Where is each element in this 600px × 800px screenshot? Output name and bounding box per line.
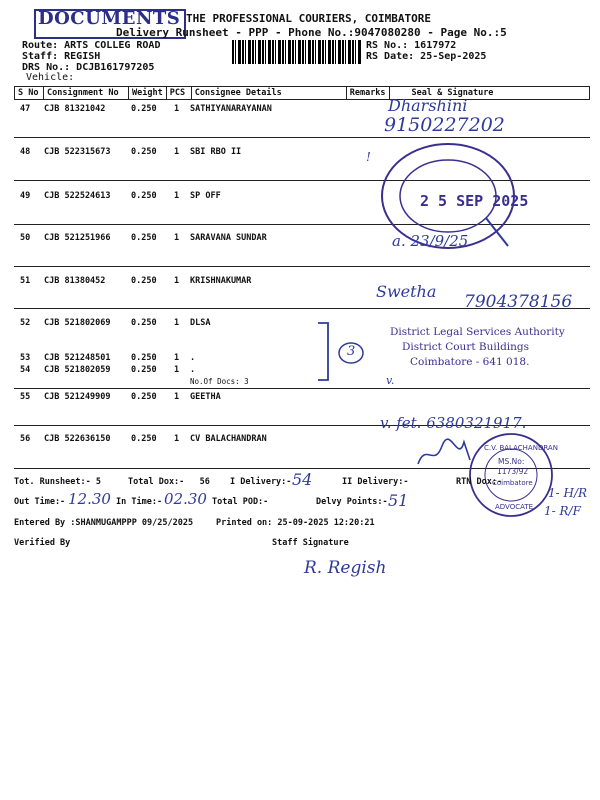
row-weight: 0.250 xyxy=(131,365,157,375)
ii-delivery-label: II Delivery:- xyxy=(342,477,409,487)
row-consignee: KRISHNAKUMAR xyxy=(190,276,252,286)
col-consignee: Consignee Details xyxy=(191,87,346,100)
row-weight: 0.250 xyxy=(131,434,157,444)
row-pcs: 1 xyxy=(174,147,180,157)
rtn-note: 1- R/F xyxy=(544,504,581,518)
row-pcs: 1 xyxy=(174,104,180,114)
row-pcs: 1 xyxy=(174,434,180,444)
handwritten-phone: 9150227202 xyxy=(384,114,505,136)
col-pcs: PCS xyxy=(166,87,191,100)
row-weight: 0.250 xyxy=(131,353,157,363)
row-sno: 52 xyxy=(20,318,31,328)
delvy-points-label: Delvy Points:- xyxy=(316,497,388,507)
row-sno: 54 xyxy=(20,365,31,375)
handwritten-phone: 7904378156 xyxy=(464,292,573,312)
row-consignment: CJB 522636150 xyxy=(44,434,111,444)
row-divider xyxy=(14,388,590,389)
row-consignee: SATHIYANARAYANAN xyxy=(190,104,272,114)
row-pcs: 1 xyxy=(174,191,180,201)
handwritten-mark: v. xyxy=(386,374,395,387)
row-consignment: CJB 522315673 xyxy=(44,147,111,157)
row-sno: 53 xyxy=(20,353,31,363)
handwritten-phone: v. fet. 6380321917. xyxy=(380,414,527,432)
in-time-value: 02.30 xyxy=(164,490,207,508)
advocate-stamp-line: Coimbatore xyxy=(492,479,533,487)
row-pcs: 1 xyxy=(174,392,180,402)
advocate-stamp-line: ADVOCATE xyxy=(495,503,534,511)
row-sno: 49 xyxy=(20,191,31,201)
col-seal-signature: Seal & Signature xyxy=(389,87,589,100)
delvy-points-value: 51 xyxy=(388,491,409,510)
col-weight: Weight xyxy=(129,87,167,100)
dlsa-stamp-line: Coimbatore - 641 018. xyxy=(410,356,530,368)
bracket-count: 3 xyxy=(347,344,356,359)
row-consignment: CJB 81380452 xyxy=(44,276,106,286)
col-sno: S No xyxy=(15,87,44,100)
row-pcs: 1 xyxy=(174,353,180,363)
row-consignee: DLSA xyxy=(190,318,211,328)
entered-by: Entered By :SHANMUGAMPPP 09/25/2025 xyxy=(14,518,194,528)
barcode xyxy=(232,40,362,64)
row-pcs: 1 xyxy=(174,318,180,328)
rtn-note: 1- H/R xyxy=(548,486,588,500)
total-dox: Total Dox:- 56 xyxy=(128,477,210,487)
staff: Staff: REGISH xyxy=(22,51,101,62)
advocate-stamp-line: C.V. BALACHANDRAN xyxy=(484,444,558,452)
row-weight: 0.250 xyxy=(131,104,157,114)
row-weight: 0.250 xyxy=(131,318,157,328)
i-delivery-value: 54 xyxy=(292,470,313,489)
company-name: THE PROFESSIONAL COURIERS, COIMBATORE xyxy=(186,12,432,25)
staff-signature-label: Staff Signature xyxy=(272,538,349,548)
rs-date: RS Date: 25-Sep-2025 xyxy=(366,51,487,62)
col-consignment: Consignment No xyxy=(44,87,129,100)
row-sno: 55 xyxy=(20,392,31,402)
row-weight: 0.250 xyxy=(131,191,157,201)
seal-date: 2 5 SEP 2025 xyxy=(420,192,529,210)
handwritten-signature: a. 23/9/25 xyxy=(392,232,469,250)
advocate-stamp-line: 1173/92 xyxy=(497,467,529,476)
dlsa-stamp-line: District Court Buildings xyxy=(402,341,530,353)
advocate-stamp-line: MS.No: xyxy=(498,457,525,466)
printed-on: Printed on: 25-09-2025 12:20:21 xyxy=(216,518,375,528)
rs-number: RS No.: 1617972 xyxy=(366,40,457,51)
row-weight: 0.250 xyxy=(131,147,157,157)
handwritten-name: Dharshini xyxy=(388,96,468,115)
row-consignee: CV BALACHANDRAN xyxy=(190,434,267,444)
staff-signature: R. Regish xyxy=(304,558,387,578)
row-sno: 47 xyxy=(20,104,31,114)
rtn-dox-label: RTN Dox:- xyxy=(456,477,503,487)
out-time-label: Out Time:- xyxy=(14,497,66,507)
row-consignment: CJB 522524613 xyxy=(44,191,111,201)
documents-stamp: DOCUMENTS xyxy=(38,8,181,29)
route: Route: ARTS COLLEG ROAD xyxy=(22,40,161,51)
row-consignment: CJB 521802069 xyxy=(44,318,111,328)
tot-runsheet: Tot. Runsheet:- 5 xyxy=(14,477,101,487)
row-sno: 50 xyxy=(20,233,31,243)
row-weight: 0.250 xyxy=(131,276,157,286)
dlsa-stamp-line: District Legal Services Authority xyxy=(390,326,565,338)
i-delivery-label: I Delivery:- xyxy=(230,477,292,487)
col-remarks: Remarks xyxy=(346,87,389,100)
row-consignment: CJB 521249909 xyxy=(44,392,111,402)
handwritten-name: Swetha xyxy=(376,282,437,301)
row-consignment: CJB 521802059 xyxy=(44,365,111,375)
row-weight: 0.250 xyxy=(131,392,157,402)
row-sno: 48 xyxy=(20,147,31,157)
out-time-value: 12.30 xyxy=(68,490,111,508)
total-pod-label: Total POD:- xyxy=(212,497,269,507)
row-consignee: GEETHA xyxy=(190,392,221,402)
row-consignment: CJB 521248501 xyxy=(44,353,111,363)
runsheet-table xyxy=(14,86,590,100)
row-pcs: 1 xyxy=(174,233,180,243)
remark-mark: ! xyxy=(366,150,371,164)
row-consignee: . xyxy=(190,365,196,375)
runsheet-subtitle: Delivery Runsheet - PPP - Phone No.:9047080280 - Page No.:5 xyxy=(116,26,507,39)
no-of-docs: No.Of Docs: 3 xyxy=(190,377,249,386)
vehicle: Vehicle: xyxy=(26,72,75,83)
row-consignment: CJB 81321042 xyxy=(44,104,106,114)
row-consignee: . xyxy=(190,353,196,363)
row-sno: 56 xyxy=(20,434,31,444)
row-consignment: CJB 521251966 xyxy=(44,233,111,243)
row-weight: 0.250 xyxy=(131,233,157,243)
row-consignee: SP OFF xyxy=(190,191,221,201)
row-divider xyxy=(14,266,590,267)
row-consignee: SBI RBO II xyxy=(190,147,242,157)
row-consignee: SARAVANA SUNDAR xyxy=(190,233,267,243)
verified-by: Verified By xyxy=(14,538,71,548)
drs-number: DRS No.: DCJB161797205 xyxy=(22,62,155,73)
row-pcs: 1 xyxy=(174,276,180,286)
row-pcs: 1 xyxy=(174,365,180,375)
table-header-row xyxy=(15,87,590,100)
in-time-label: In Time:- xyxy=(116,497,163,507)
row-sno: 51 xyxy=(20,276,31,286)
